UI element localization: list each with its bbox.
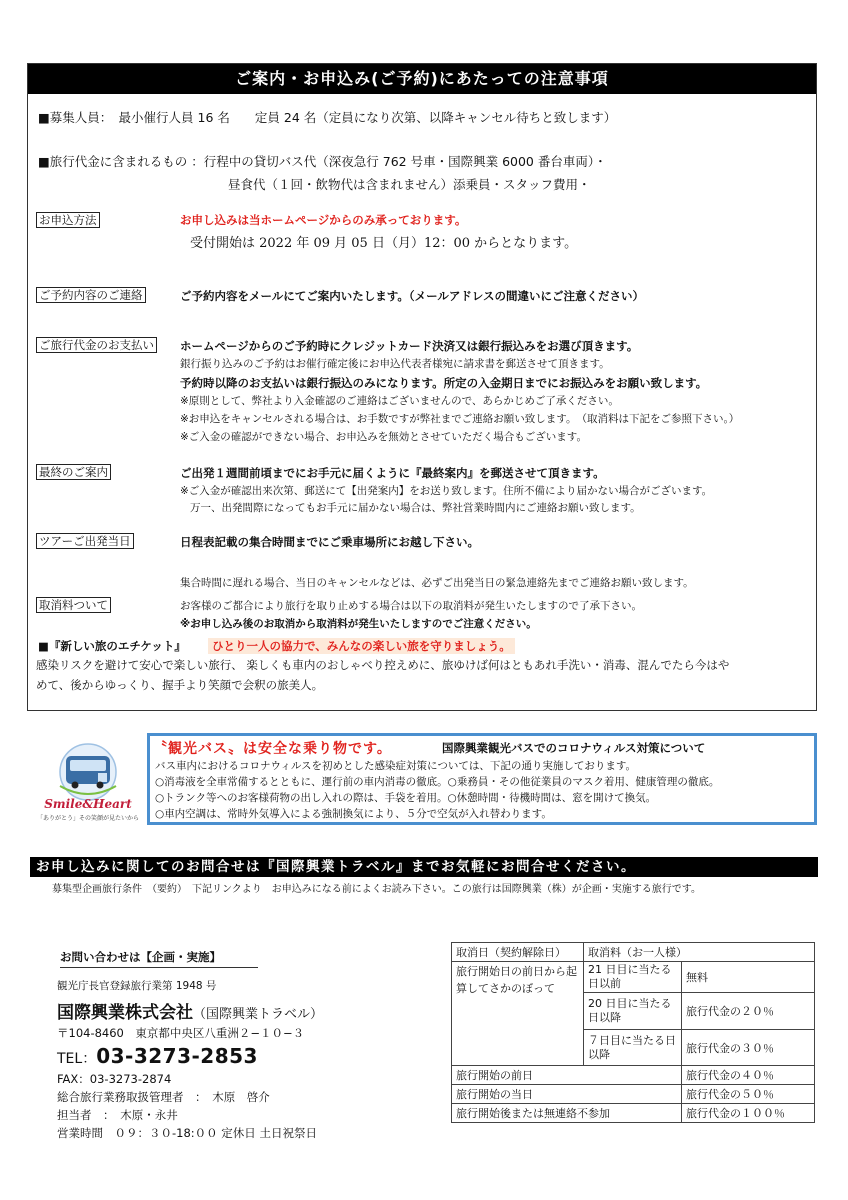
inquiry-head: お問い合わせは【企画・実施】 — [60, 949, 258, 968]
apply-line2: 受付開始は 2022 年 09 月 05 日（月）12：00 からとなります。 — [190, 236, 578, 251]
etiquette-line2: めて、後からゆっくり、握手より笑顔で会釈の旅美人。 — [36, 678, 324, 692]
fee-period: 21 日目に当たる日以前 — [584, 962, 682, 993]
covid-line2: ○消毒液を全車常備するとともに、運行前の車内消毒の徹底。○乗務員・その他従業員のマスク着用、健康管理の徹底。 — [155, 776, 720, 788]
address: 〒104-8460 東京都中央区八重洲２−１０−３ — [57, 1026, 305, 1040]
logo-sub: 「ありがとう」その笑顔が見たいから — [36, 815, 139, 822]
staff: 担当者 ： 木原・永井 — [57, 1108, 178, 1122]
fee-period: 20 日目に当たる日以降 — [584, 993, 682, 1030]
payment-line5: ※お申込をキャンセルされる場合は、お手数ですが弊社までご連絡お願い致します。 （取消料は下記をご参照下さい。） — [180, 413, 740, 425]
manager: 総合旅行業務取扱管理者 ： 木原 啓介 — [57, 1090, 270, 1104]
smile-heart-logo — [36, 742, 139, 822]
main-title: ご案内・お申込み(ご予約)にあたっての注意事項 — [28, 64, 816, 94]
fee-value: 旅行代金の２０％ — [682, 993, 815, 1030]
label-confirm: ご予約内容のご連絡 — [36, 287, 146, 303]
final-line3: 万一、出発間際になってもお手元に届かない場合は、弊社営業時間内にご連絡お願い致します。 — [190, 502, 641, 514]
table-header: 取消日（契約解除日） — [452, 943, 584, 962]
tel-number[interactable]: 03-3273-2853 — [96, 1044, 258, 1068]
covid-line4: ○車内空調は、常時外気導入による強制換気により、５分で空気が入れ替わります。 — [155, 808, 552, 820]
fee-value: 無料 — [682, 962, 815, 993]
label-payment: ご旅行代金のお支払い — [36, 337, 157, 353]
cancel-line1: お客様のご都合により旅行を取り止めする場合は以下の取消料が発生いたしますので了承下さい。 — [180, 600, 642, 612]
label-cancel: 取消料ついて — [36, 597, 111, 613]
company-name-sub: （国際興業トラベル） — [193, 1007, 324, 1022]
fee-value: 旅行代金の５０％ — [682, 1085, 815, 1104]
fee-period: 旅行開始の前日 — [452, 1066, 682, 1085]
fax: FAX：03-3273-2874 — [57, 1072, 172, 1086]
recruit-info: ■募集人員： 最小催行人員 16 名 定員 24 名（定員になり次第、以降キャンセル待ちと致します） — [38, 110, 617, 125]
covid-title: 〝観光バス〟は安全な乗り物です。 — [153, 741, 392, 757]
payment-line4: ※原則として、弊社より入金確認のご連絡はございませんので、あらかじめご了承ください。 — [180, 395, 619, 407]
apply-line1: お申し込みは当ホームページからのみ承っております。 — [180, 213, 467, 227]
fee-value: 旅行代金の１００％ — [682, 1104, 815, 1123]
depart-line2: 集合時間に遅れる場合、当日のキャンセルなどは、必ずご出発当日の緊急連絡先までご連絡お願い致します。 — [180, 577, 694, 589]
label-final: 最終のご案内 — [36, 464, 111, 480]
cancel-line2: ※お申し込み後のお取消から取消料が発生いたしますのでご注意ください。 — [180, 618, 537, 630]
conditions-text[interactable]: 募集型企画旅行条件 （要約） 下記リンクより お申込みになる前によくお読み下さい。この旅行は国際興業（株）が企画・実施する旅行です。 — [52, 884, 701, 895]
payment-line1: ホームページからのご予約時にクレジットカード決済又は銀行振込みをお選び頂きます。 — [180, 339, 639, 353]
etiquette-line1: 感染リスクを避けて安心で楽しい旅行、 楽しくも車内のおしゃべり控えめに、旅ゆけば何はともあれ手洗い・消毒、混んでたら今はや — [36, 658, 730, 672]
table-header: 取消料（お一人様） — [584, 943, 815, 962]
fee-value: 旅行代金の４０％ — [682, 1066, 815, 1085]
hours: 営業時間 ０９：３０-18:００ 定休日 土日祝祭日 — [57, 1126, 317, 1140]
payment-line6: ※ご入金の確認ができない場合、お申込みを無効とさせていただく場合もございます。 — [180, 431, 587, 443]
fee-period: 旅行開始後または無連絡不参加 — [452, 1104, 682, 1123]
fee-value: 旅行代金の３０％ — [682, 1030, 815, 1066]
final-line2: ※ご入金が確認出来次第、郵送にて【出発案内】をお送り致します。住所不備により届かない場合がございます。 — [180, 485, 713, 497]
cancellation-fee-table — [451, 942, 815, 1123]
bus-icon — [40, 742, 136, 804]
fee-period: 旅行開始の当日 — [452, 1085, 682, 1104]
etiquette-highlight: ひとり一人の協力で、みんなの楽しい旅を守りましょう。 — [208, 638, 515, 654]
confirm-line1: ご予約内容をメールにてご案内いたします。（メールアドレスの間違いにご注意ください） — [180, 289, 645, 303]
fee-period: ７日目に当たる日以降 — [584, 1030, 682, 1066]
covid-subtitle: 国際興業観光バスでのコロナウィルス対策について — [442, 741, 706, 755]
etiquette-head: ■『新しい旅のエチケット』 — [38, 639, 186, 653]
logo-text: Smile&Heart — [44, 797, 132, 811]
final-line1: ご出発１週間前頃までにお手元に届くように『最終案内』を郵送させて頂きます。 — [180, 466, 605, 480]
depart-line1: 日程表記載の集合時間までにご乗車場所にお越し下さい。 — [180, 535, 479, 549]
registration: 観光庁長官登録旅行業第 1948 号 — [57, 980, 217, 992]
included-line1: ■旅行代金に含まれるもの ：行程中の貸切バス代（深夜急行 762 号車・国際興業 6000 番台車両）・ — [38, 154, 607, 169]
covid-line1: バス車内におけるコロナウィルスを初めとした感染症対策については、下記の通り実施しております。 — [155, 760, 637, 772]
label-apply: お申込方法 — [36, 212, 100, 228]
fee-group-label: 旅行開始日の前日から起算してさかのぼって — [452, 962, 584, 1066]
label-depart: ツアーご出発当日 — [36, 533, 134, 549]
payment-line3: 予約時以降のお支払いは銀行振込のみになります。所定の入金期日までにお振込みをお願い致します。 — [180, 376, 708, 390]
included-line2: 昼食代（１回・飲物代は含まれません）添乗員・スタッフ費用・ — [228, 177, 591, 192]
company-name: 国際興業株式会社 — [57, 1003, 193, 1023]
tel-label: TEL： — [57, 1051, 97, 1067]
covid-line3: ○トランク等へのお客様荷物の出し入れの際は、手袋を着用。○休憩時間・待機時間は、窓を開けて換気。 — [155, 792, 657, 804]
contact-banner: お申し込みに関してのお問合せは『国際興業トラベル』までお気軽にお問合せください。 — [30, 857, 818, 877]
payment-line2: 銀行振り込みのご予約はお催行確定後にお申込代表者様宛に請求書を郵送させて頂きます。 — [180, 358, 610, 370]
